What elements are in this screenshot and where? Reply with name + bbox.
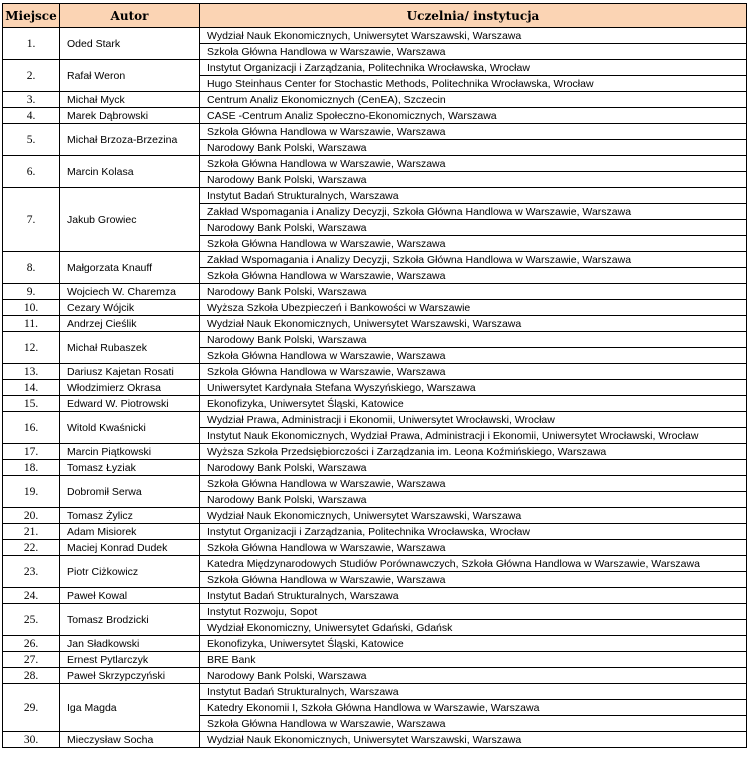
table-row [3, 508, 747, 524]
institution-cell: Szkoła Główna Handlowa w Warszawie, Warszawa [200, 476, 747, 492]
place-cell: 27. [3, 652, 60, 668]
author-cell: Rafał Weron [60, 60, 200, 92]
institution-cell: Katedra Międzynarodowych Studiów Porównawczych, Szkoła Główna Handlowa w Warszawie, Warszawa [200, 556, 747, 572]
place-cell: 22. [3, 540, 60, 556]
author-cell: Dariusz Kajetan Rosati [60, 364, 200, 380]
institution-cell: Narodowy Bank Polski, Warszawa [200, 332, 747, 348]
institution-cell: Instytut Organizacji i Zarządzania, Politechnika Wrocławska, Wrocław [200, 60, 747, 76]
ranking-table [2, 3, 747, 748]
author-cell: Jan Sładkowski [60, 636, 200, 652]
author-cell: Dobromił Serwa [60, 476, 200, 508]
author-cell: Oded Stark [60, 28, 200, 60]
table-row [3, 284, 747, 300]
institution-cell: Ekonofizyka, Uniwersytet Śląski, Katowice [200, 636, 747, 652]
institution-cell: Narodowy Bank Polski, Warszawa [200, 668, 747, 684]
institution-cell: Instytut Badań Strukturalnych, Warszawa [200, 588, 747, 604]
institution-cell: Wydział Nauk Ekonomicznych, Uniwersytet Warszawski, Warszawa [200, 508, 747, 524]
author-cell: Cezary Wójcik [60, 300, 200, 316]
header-place: Miejsce [3, 4, 60, 28]
author-cell: Maciej Konrad Dudek [60, 540, 200, 556]
table-header-row [3, 4, 747, 28]
table-row [3, 524, 747, 540]
table-row [3, 332, 747, 348]
table-row [3, 556, 747, 572]
table-row [3, 460, 747, 476]
place-cell: 9. [3, 284, 60, 300]
institution-cell: Instytut Badań Strukturalnych, Warszawa [200, 684, 747, 700]
table-row [3, 124, 747, 140]
author-cell: Tomasz Brodzicki [60, 604, 200, 636]
institution-cell: Ekonofizyka, Uniwersytet Śląski, Katowice [200, 396, 747, 412]
author-cell: Iga Magda [60, 684, 200, 732]
author-cell: Małgorzata Knauff [60, 252, 200, 284]
table-row [3, 636, 747, 652]
table-row [3, 540, 747, 556]
institution-cell: CASE -Centrum Analiz Społeczno-Ekonomicznych, Warszawa [200, 108, 747, 124]
institution-cell: Instytut Badań Strukturalnych, Warszawa [200, 188, 747, 204]
table-row [3, 28, 747, 44]
institution-cell: Szkoła Główna Handlowa w Warszawie, Warszawa [200, 124, 747, 140]
table-row [3, 396, 747, 412]
institution-cell: Wydział Nauk Ekonomicznych, Uniwersytet Warszawski, Warszawa [200, 732, 747, 748]
institution-cell: Instytut Nauk Ekonomicznych, Wydział Prawa, Administracji i Ekonomii, Uniwersytet Wrocławski, Wrocław [200, 428, 747, 444]
place-cell: 21. [3, 524, 60, 540]
header-institution: Uczelnia/ instytucja [200, 4, 747, 28]
institution-cell: Instytut Organizacji i Zarządzania, Politechnika Wrocławska, Wrocław [200, 524, 747, 540]
author-cell: Piotr Ciżkowicz [60, 556, 200, 588]
place-cell: 7. [3, 188, 60, 252]
table-row [3, 92, 747, 108]
place-cell: 6. [3, 156, 60, 188]
institution-cell: Szkoła Główna Handlowa w Warszawie, Warszawa [200, 364, 747, 380]
place-cell: 3. [3, 92, 60, 108]
institution-cell: Wyższa Szkoła Ubezpieczeń i Bankowości w Warszawie [200, 300, 747, 316]
table-row [3, 188, 747, 204]
place-cell: 23. [3, 556, 60, 588]
author-cell: Ernest Pytlarczyk [60, 652, 200, 668]
institution-cell: Narodowy Bank Polski, Warszawa [200, 172, 747, 188]
institution-cell: Wydział Ekonomiczny, Uniwersytet Gdański, Gdańsk [200, 620, 747, 636]
place-cell: 4. [3, 108, 60, 124]
place-cell: 10. [3, 300, 60, 316]
place-cell: 15. [3, 396, 60, 412]
table-row [3, 156, 747, 172]
institution-cell: Narodowy Bank Polski, Warszawa [200, 220, 747, 236]
table-row [3, 252, 747, 268]
place-cell: 18. [3, 460, 60, 476]
place-cell: 14. [3, 380, 60, 396]
table-row [3, 412, 747, 428]
place-cell: 26. [3, 636, 60, 652]
place-cell: 30. [3, 732, 60, 748]
institution-cell: Narodowy Bank Polski, Warszawa [200, 492, 747, 508]
table-row [3, 684, 747, 700]
institution-cell: Szkoła Główna Handlowa w Warszawie, Warszawa [200, 540, 747, 556]
author-cell: Marcin Kolasa [60, 156, 200, 188]
place-cell: 29. [3, 684, 60, 732]
author-cell: Jakub Growiec [60, 188, 200, 252]
author-cell: Mieczysław Socha [60, 732, 200, 748]
author-cell: Michał Brzoza-Brzezina [60, 124, 200, 156]
table-row [3, 652, 747, 668]
institution-cell: Szkoła Główna Handlowa w Warszawie, Warszawa [200, 348, 747, 364]
institution-cell: Zakład Wspomagania i Analizy Decyzji, Szkoła Główna Handlowa w Warszawie, Warszawa [200, 252, 747, 268]
author-cell: Michał Myck [60, 92, 200, 108]
place-cell: 24. [3, 588, 60, 604]
ranking-table-container [2, 3, 746, 748]
institution-cell: Narodowy Bank Polski, Warszawa [200, 460, 747, 476]
table-row [3, 316, 747, 332]
header-author: Autor [60, 4, 200, 28]
place-cell: 8. [3, 252, 60, 284]
table-row [3, 300, 747, 316]
table-row [3, 380, 747, 396]
place-cell: 5. [3, 124, 60, 156]
institution-cell: Instytut Rozwoju, Sopot [200, 604, 747, 620]
author-cell: Michał Rubaszek [60, 332, 200, 364]
author-cell: Andrzej Cieślik [60, 316, 200, 332]
author-cell: Marek Dąbrowski [60, 108, 200, 124]
institution-cell: Szkoła Główna Handlowa w Warszawie, Warszawa [200, 156, 747, 172]
table-row [3, 444, 747, 460]
place-cell: 28. [3, 668, 60, 684]
place-cell: 16. [3, 412, 60, 444]
place-cell: 13. [3, 364, 60, 380]
institution-cell: Hugo Steinhaus Center for Stochastic Methods, Politechnika Wrocławska, Wrocław [200, 76, 747, 92]
institution-cell: Narodowy Bank Polski, Warszawa [200, 284, 747, 300]
place-cell: 12. [3, 332, 60, 364]
institution-cell: Narodowy Bank Polski, Warszawa [200, 140, 747, 156]
institution-cell: BRE Bank [200, 652, 747, 668]
author-cell: Tomasz Żylicz [60, 508, 200, 524]
institution-cell: Wyższa Szkoła Przedsiębiorczości i Zarządzania im. Leona Koźmińskiego, Warszawa [200, 444, 747, 460]
place-cell: 2. [3, 60, 60, 92]
author-cell: Marcin Piątkowski [60, 444, 200, 460]
author-cell: Adam Misiorek [60, 524, 200, 540]
table-row [3, 108, 747, 124]
place-cell: 25. [3, 604, 60, 636]
place-cell: 17. [3, 444, 60, 460]
institution-cell: Wydział Prawa, Administracji i Ekonomii, Uniwersytet Wrocławski, Wrocław [200, 412, 747, 428]
institution-cell: Szkoła Główna Handlowa w Warszawie, Warszawa [200, 268, 747, 284]
author-cell: Wojciech W. Charemza [60, 284, 200, 300]
table-row [3, 668, 747, 684]
table-body [3, 28, 747, 748]
institution-cell: Zakład Wspomagania i Analizy Decyzji, Szkoła Główna Handlowa w Warszawie, Warszawa [200, 204, 747, 220]
institution-cell: Wydział Nauk Ekonomicznych, Uniwersytet Warszawski, Warszawa [200, 316, 747, 332]
place-cell: 1. [3, 28, 60, 60]
author-cell: Paweł Skrzypczyński [60, 668, 200, 684]
table-row [3, 604, 747, 620]
author-cell: Witold Kwaśnicki [60, 412, 200, 444]
table-row [3, 60, 747, 76]
place-cell: 11. [3, 316, 60, 332]
author-cell: Edward W. Piotrowski [60, 396, 200, 412]
institution-cell: Uniwersytet Kardynała Stefana Wyszyńskiego, Warszawa [200, 380, 747, 396]
institution-cell: Centrum Analiz Ekonomicznych (CenEA), Szczecin [200, 92, 747, 108]
institution-cell: Szkoła Główna Handlowa w Warszawie, Warszawa [200, 572, 747, 588]
table-row [3, 588, 747, 604]
table-row [3, 732, 747, 748]
place-cell: 19. [3, 476, 60, 508]
author-cell: Włodzimierz Okrasa [60, 380, 200, 396]
author-cell: Paweł Kowal [60, 588, 200, 604]
place-cell: 20. [3, 508, 60, 524]
table-row [3, 364, 747, 380]
institution-cell: Szkoła Główna Handlowa w Warszawie, Warszawa [200, 44, 747, 60]
institution-cell: Szkoła Główna Handlowa w Warszawie, Warszawa [200, 716, 747, 732]
table-row [3, 476, 747, 492]
institution-cell: Wydział Nauk Ekonomicznych, Uniwersytet Warszawski, Warszawa [200, 28, 747, 44]
institution-cell: Katedry Ekonomii I, Szkoła Główna Handlowa w Warszawie, Warszawa [200, 700, 747, 716]
institution-cell: Szkoła Główna Handlowa w Warszawie, Warszawa [200, 236, 747, 252]
author-cell: Tomasz Łyziak [60, 460, 200, 476]
